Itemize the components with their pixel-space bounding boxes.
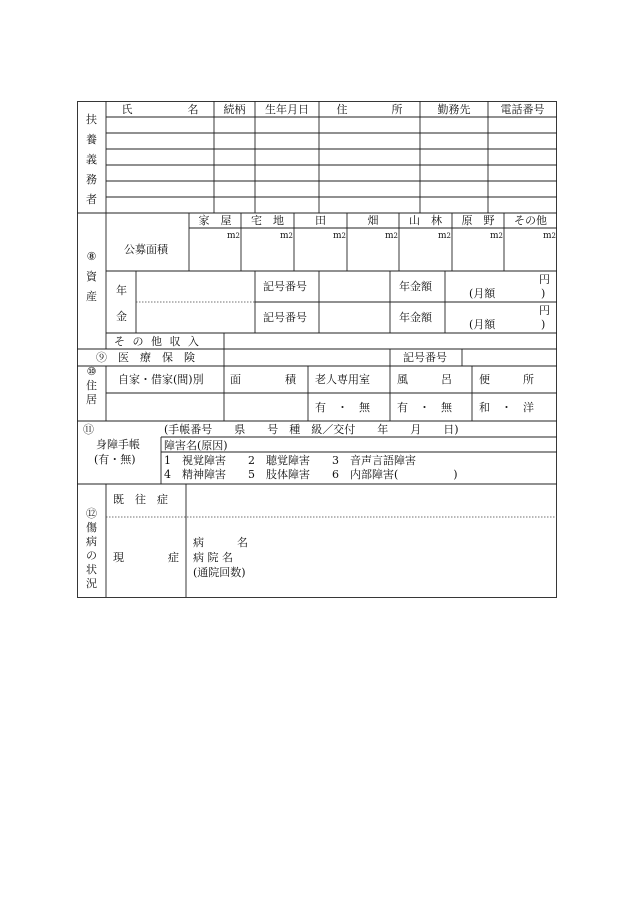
area-label: 公募面積 bbox=[124, 243, 168, 256]
label-char: ⑧ bbox=[86, 250, 97, 263]
label-char: 居 bbox=[86, 393, 97, 406]
bath-value: 有 ・ 無 bbox=[397, 401, 452, 414]
current-illness-label: 現 症 bbox=[113, 551, 179, 564]
unit-text: m bbox=[280, 231, 289, 241]
label-char: ⑩ bbox=[86, 365, 97, 378]
disability-types-line-2: 4 精神障害 5 肢体障害 6 内部障害( ) bbox=[164, 468, 458, 481]
col-address-header: 住 所 bbox=[336, 103, 403, 116]
col-relation-header: 続柄 bbox=[223, 103, 246, 116]
unit-text: m bbox=[490, 231, 499, 241]
col-birthdate-header: 生年月日 bbox=[265, 103, 309, 116]
unit-text: m bbox=[438, 231, 447, 241]
toilet-label: 便 所 bbox=[479, 373, 534, 386]
monthly-close-paren-2: ) bbox=[541, 318, 546, 331]
label-char: 扶 bbox=[86, 113, 97, 126]
area-unit bbox=[543, 230, 556, 243]
unit-sup: 2 bbox=[341, 232, 347, 240]
land-type-residential: 宅 地 bbox=[251, 214, 284, 227]
label-char: 産 bbox=[86, 290, 97, 303]
pension-label-2: 金 bbox=[116, 310, 127, 323]
illness-section-label bbox=[85, 507, 98, 591]
label-char: 傷 bbox=[86, 521, 97, 534]
toilet-value: 和 ・ 洋 bbox=[479, 401, 534, 414]
pension-symbol-number-label-2: 記号番号 bbox=[263, 311, 307, 324]
yen-unit-2: 円 bbox=[539, 304, 550, 317]
label-char: 務 bbox=[86, 173, 97, 186]
unit-sup: 2 bbox=[393, 232, 399, 240]
area-unit bbox=[280, 230, 293, 243]
elderly-room-label: 老人専用室 bbox=[315, 373, 370, 386]
yen-unit: 円 bbox=[539, 273, 550, 286]
pension-amount-label: 年金額 bbox=[399, 280, 432, 293]
area-unit bbox=[438, 230, 451, 243]
label-char: ⑫ bbox=[86, 507, 97, 520]
housing-type-label: 自家・借家(間)別 bbox=[118, 373, 204, 386]
label-char: 病 bbox=[86, 535, 97, 548]
label-char: の bbox=[86, 549, 97, 562]
label-char: 者 bbox=[86, 193, 97, 206]
past-illness-label: 既 往 症 bbox=[113, 493, 168, 506]
label-char: 資 bbox=[86, 270, 97, 283]
area-unit bbox=[385, 230, 398, 243]
col-workplace-header: 勤務先 bbox=[437, 103, 471, 116]
unit-text: m bbox=[333, 231, 342, 241]
disability-types-line-1: 1 視覚障害 2 聴覚障害 3 音声言語障害 bbox=[164, 454, 416, 467]
land-type-paddy: 田 bbox=[315, 214, 326, 227]
monthly-close-paren: ) bbox=[541, 287, 546, 300]
housing-section-label bbox=[85, 365, 98, 407]
area-unit bbox=[490, 230, 503, 243]
elderly-room-value: 有 ・ 無 bbox=[315, 401, 370, 414]
hospital-name-label: 病 院 名 bbox=[193, 551, 233, 564]
land-type-field: 畑 bbox=[367, 214, 379, 227]
land-type-forest: 山 林 bbox=[409, 214, 442, 227]
visit-count-label: (通院回数) bbox=[193, 566, 246, 579]
col-name-header: 氏 名 bbox=[121, 103, 199, 116]
unit-sup: 2 bbox=[551, 232, 557, 240]
unit-sup: 2 bbox=[498, 232, 504, 240]
label-char: 住 bbox=[86, 379, 97, 392]
area-unit bbox=[333, 230, 346, 243]
land-type-plain: 原 野 bbox=[461, 214, 495, 227]
unit-sup: 2 bbox=[235, 232, 241, 240]
label-char: 況 bbox=[86, 577, 97, 590]
label-char: 状 bbox=[86, 563, 97, 576]
land-type-house: 家 屋 bbox=[198, 214, 232, 227]
unit-sup: 2 bbox=[288, 232, 294, 240]
unit-sup: 2 bbox=[446, 232, 452, 240]
pension-amount-label-2: 年金額 bbox=[399, 311, 432, 324]
disability-handbook-label: 身障手帳 bbox=[96, 438, 140, 451]
label-char: 養 bbox=[86, 133, 97, 146]
disability-name-label: 障害名(原因) bbox=[164, 439, 228, 452]
monthly-label: (月額 bbox=[469, 287, 496, 300]
disability-handbook-has: (有・無) bbox=[94, 453, 136, 466]
housing-area-label: 面 積 bbox=[230, 373, 296, 386]
unit-text: m bbox=[543, 231, 552, 241]
disease-name-label: 病 名 bbox=[193, 536, 248, 549]
other-income-label: そ の 他 収 入 bbox=[114, 335, 201, 348]
unit-text: m bbox=[385, 231, 394, 241]
medical-insurance-label: ⑨ 医 療 保 険 bbox=[96, 351, 195, 364]
medical-symbol-number-label: 記号番号 bbox=[403, 351, 447, 364]
pension-symbol-number-label: 記号番号 bbox=[263, 280, 307, 293]
unit-text: m bbox=[227, 231, 236, 241]
area-unit bbox=[227, 230, 240, 243]
dependents-section-label bbox=[85, 110, 98, 210]
label-char: 義 bbox=[86, 153, 97, 166]
pension-label-1: 年 bbox=[116, 284, 127, 297]
assets-section-label bbox=[85, 247, 98, 307]
col-phone-header: 電話番号 bbox=[500, 103, 545, 116]
land-type-other: その他 bbox=[514, 214, 547, 227]
bath-label: 風 呂 bbox=[397, 373, 452, 386]
disability-section-number: ⑪ bbox=[83, 423, 94, 436]
handbook-info-line: (手帳番号 県 号 種 級／交付 年 月 日) bbox=[164, 423, 459, 436]
monthly-label-2: (月額 bbox=[469, 318, 496, 331]
